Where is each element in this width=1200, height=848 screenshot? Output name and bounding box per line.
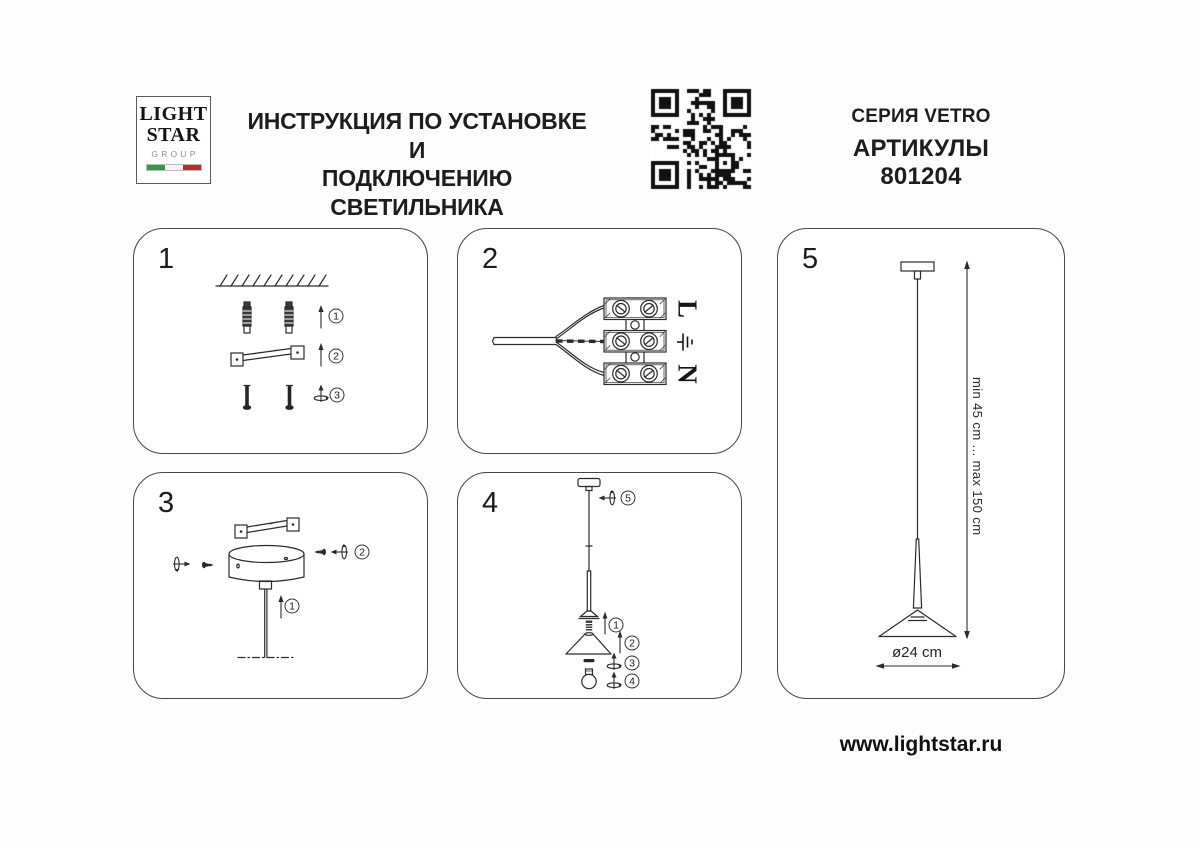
series-label: СЕРИЯ VETRO: [851, 106, 991, 127]
step-panel-2: [457, 228, 742, 454]
turn-canopy-icon: [599, 490, 617, 505]
suspension-range-label: min 45 cm ... max 150 cm: [970, 377, 985, 536]
step-panel-3: [133, 472, 428, 699]
step3-canopy-mount-diagram: [134, 473, 427, 698]
logo-word-light: LIGHT: [139, 103, 208, 125]
ground-icon: [677, 334, 692, 351]
turn-screw-icon-left: [173, 557, 191, 572]
step4-number: 4: [482, 487, 499, 519]
terminal-label-live: L: [672, 299, 703, 319]
callout-2: 2: [329, 349, 344, 364]
step-panel-4: [457, 472, 742, 699]
turn-screw-icon-right: [331, 544, 349, 559]
step3-number: 3: [158, 487, 175, 519]
logo-word-star: STAR: [146, 124, 201, 146]
callout-2: 2: [625, 636, 640, 651]
screw-icon-left: [202, 562, 214, 568]
lightstar-logo: [136, 96, 211, 184]
step2-wiring-diagram: [458, 229, 741, 453]
callout-3: 3: [625, 656, 640, 671]
flag-green-segment: [147, 165, 165, 170]
step1-mounting-parts-diagram: [134, 229, 427, 453]
shade-diameter-label: ø24 cm: [891, 644, 942, 661]
articles-label: АРТИКУЛЫ 801204: [852, 135, 990, 190]
flag-white-segment: [165, 165, 183, 170]
turn-ring-icon: [607, 653, 622, 671]
step5-number: 5: [802, 243, 819, 275]
callout-3: 3: [330, 388, 345, 403]
turn-screw-icon: [314, 385, 329, 403]
callout-4: 4: [625, 674, 640, 689]
step-panel-5: [777, 228, 1065, 699]
step-panel-1: [133, 228, 428, 454]
title-line-2: ПОДКЛЮЧЕНИЮ СВЕТИЛЬНИКА: [321, 165, 513, 220]
qr-code: [650, 88, 752, 190]
flag-red-segment: [183, 165, 201, 170]
title-line-1: ИНСТРУКЦИЯ ПО УСТАНОВКЕ И: [247, 108, 587, 163]
step2-number: 2: [482, 243, 499, 275]
callout-1: 1: [285, 599, 300, 614]
turn-bulb-icon: [607, 672, 622, 690]
italian-flag-bar: [146, 164, 202, 171]
step5-dimensions-diagram: [778, 229, 1064, 698]
page-title: [237, 107, 597, 221]
callout-1: 1: [329, 309, 344, 324]
callout-2: 2: [355, 545, 370, 560]
step1-number: 1: [158, 243, 175, 275]
terminal-label-neutral: N: [672, 364, 703, 384]
logo-word-group: GROUP: [151, 149, 199, 159]
product-info: [810, 106, 1032, 191]
step4-assembly-diagram: [458, 473, 741, 698]
website-text: www.lightstar.ru: [839, 733, 1003, 756]
callout-5: 5: [621, 491, 636, 506]
callout-1: 1: [609, 618, 624, 633]
screw-icon-right: [314, 549, 326, 555]
